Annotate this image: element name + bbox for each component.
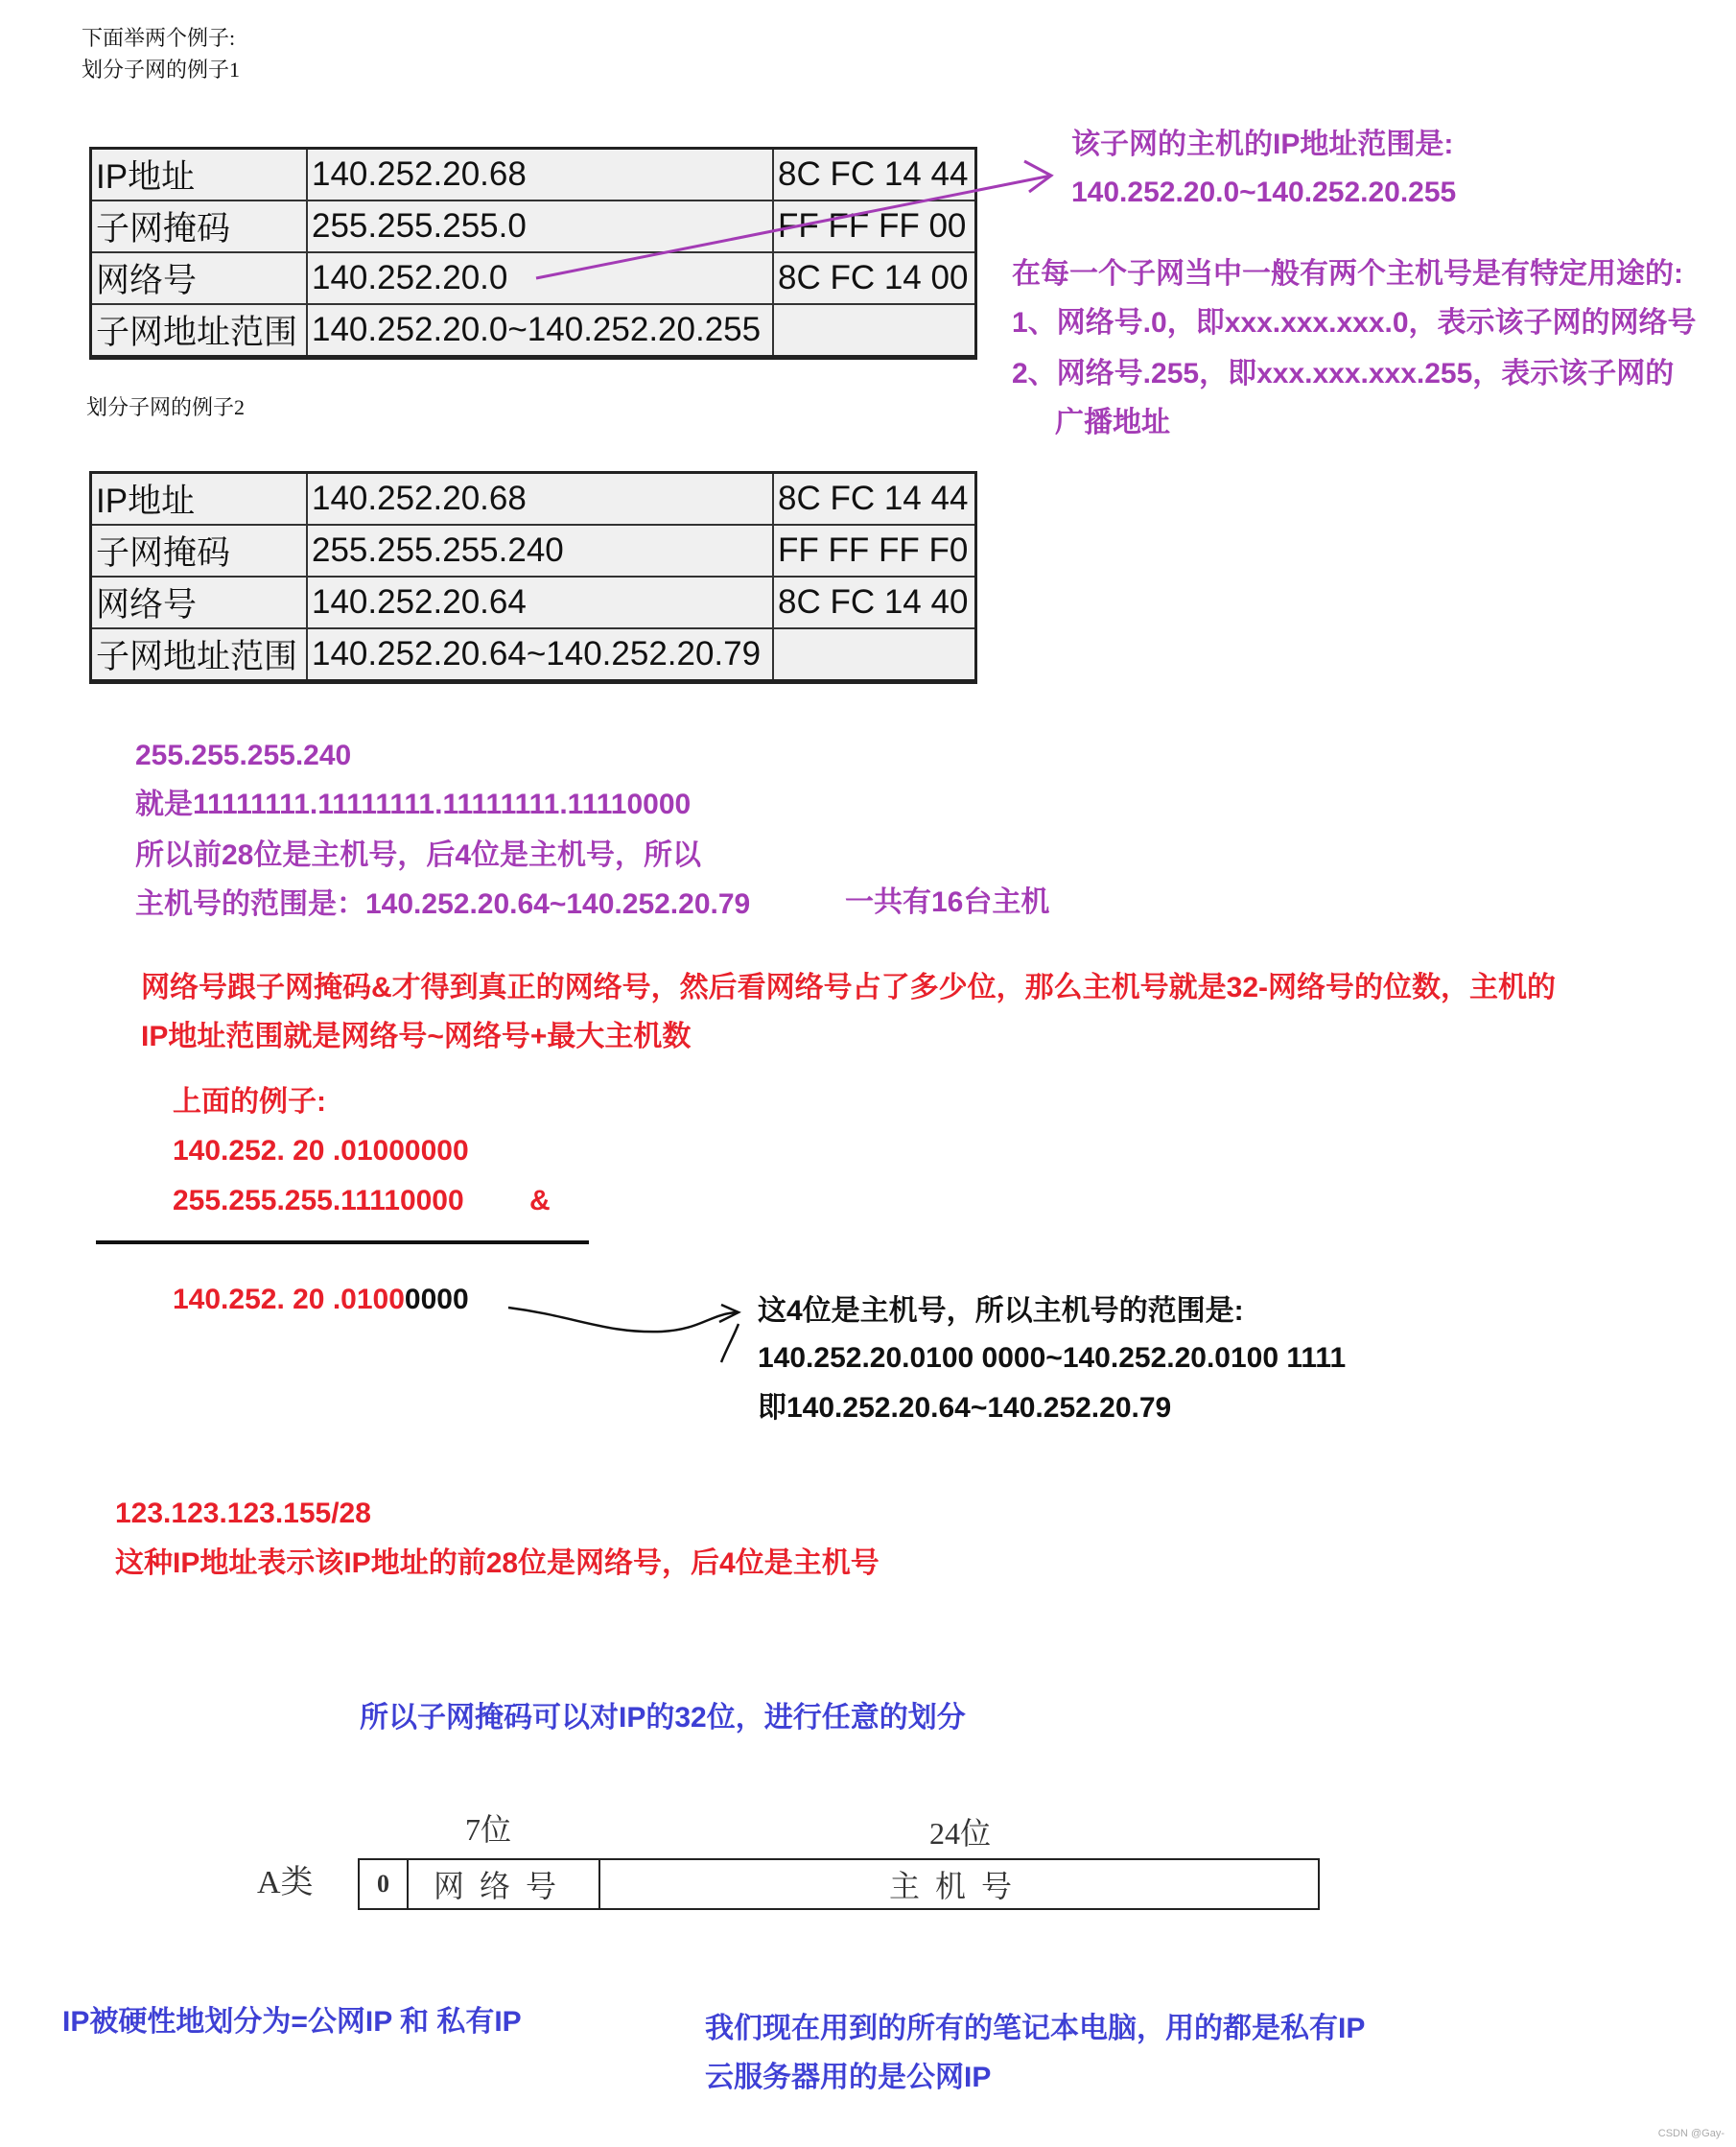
note-range-value: 140.252.20.0~140.252.20.255 [1071,177,1457,208]
cell: FF FF FF 00 [773,201,976,252]
note-special-title: 在每一个子网当中一般有两个主机号是有特定用途的: [1012,258,1683,290]
calc-ip: 140.252. 20 .01000000 [173,1135,469,1167]
cell: 8C FC 14 00 [773,252,976,304]
cell: 8C FC 14 44 [773,473,976,526]
cell: 网络号 [91,577,308,628]
summary-text: 所以子网掩码可以对IP的32位，进行任意的划分 [360,1702,966,1734]
cell: 140.252.20.64 [307,577,773,628]
public-ip-text: 云服务器用的是公网IP [705,2062,992,2093]
watermark: CSDN @Gay- [1657,2128,1724,2139]
purple-arrow [536,161,1051,278]
cell: 子网掩码 [91,201,308,252]
intro-text: 下面举两个例子: [82,26,236,50]
cell: 子网地址范围 [91,628,308,682]
squiggle-arrow [508,1305,739,1362]
example1-title: 划分子网的例子1 [82,58,241,82]
ip-division-text: IP被硬性地划分为=公网IP 和 私有IP [62,2006,522,2038]
host-bits-label: 24位 [929,1816,992,1851]
class-a-label: A类 [257,1865,314,1900]
cell: 255.255.255.240 [307,525,773,577]
cell: 140.252.20.68 [307,473,773,526]
cell: IP地址 [91,149,308,201]
note-range-title: 该子网的主机的IP地址范围是: [1071,129,1454,160]
mask-binary: 就是11111111.11111111.11111111.11110000 [135,789,692,820]
host-note-2: 140.252.20.0100 0000~140.252.20.0100 1111 [758,1342,1347,1374]
private-ip-text: 我们现在用到的所有的笔记本电脑，用的都是私有IP [705,2013,1366,2044]
calc-and-operator: & [529,1185,551,1216]
host-note-1: 这4位是主机号，所以主机号的范围是: [758,1295,1244,1327]
network-cell: 网络号 [407,1858,600,1910]
note-special-2b: 广播地址 [1055,407,1170,438]
cell: 8C FC 14 44 [773,149,976,201]
cell: 网络号 [91,252,308,304]
cidr-example: 123.123.123.155/28 [115,1498,371,1529]
host-range: 主机号的范围是：140.252.20.64~140.252.20.79 [135,888,751,920]
rule-line-2: IP地址范围就是网络号~网络号+最大主机数 [141,1021,692,1052]
cell: 子网地址范围 [91,304,308,358]
cell: 140.252.20.0~140.252.20.255 [307,304,773,358]
cell: 255.255.255.0 [307,201,773,252]
cell: 140.252.20.0 [307,252,773,304]
cidr-explain: 这种IP地址表示该IP地址的前28位是网络号，后4位是主机号 [115,1547,880,1579]
mask-value: 255.255.255.240 [135,740,352,771]
cell: 子网掩码 [91,525,308,577]
example2-title: 划分子网的例子2 [86,395,246,419]
net-bits-label: 7位 [465,1812,512,1847]
note-special-2: 2、网络号.255，即xxx.xxx.xxx.255，表示该子网的 [1012,358,1675,389]
cell: 8C FC 14 40 [773,577,976,628]
cell: 140.252.20.64~140.252.20.79 [307,628,773,682]
calc-result-host: 0000 [404,1284,469,1315]
mask-explain: 所以前28位是主机号，后4位是主机号，所以 [135,839,702,871]
calc-result [173,1283,469,1317]
host-cell: 主机号 [598,1858,1320,1910]
calc-result-network: 140.252. 20 .0100 [173,1284,405,1315]
cell: FF FF FF F0 [773,525,976,577]
note-special-1: 1、网络号.0，即xxx.xxx.xxx.0，表示该子网的网络号 [1012,307,1697,339]
cell: IP地址 [91,473,308,526]
calc-title: 上面的例子: [173,1086,326,1118]
cell: 140.252.20.68 [307,149,773,201]
rule-line-1: 网络号跟子网掩码&才得到真正的网络号，然后看网络号占了多少位，那么主机号就是32-网络号的位数，主机的 [141,972,1557,1003]
host-note-3: 即140.252.20.64~140.252.20.79 [758,1392,1172,1424]
calc-mask: 255.255.255.11110000 [173,1185,464,1216]
first-bit-cell: 0 [358,1858,409,1910]
host-count: 一共有16台主机 [845,886,1050,918]
